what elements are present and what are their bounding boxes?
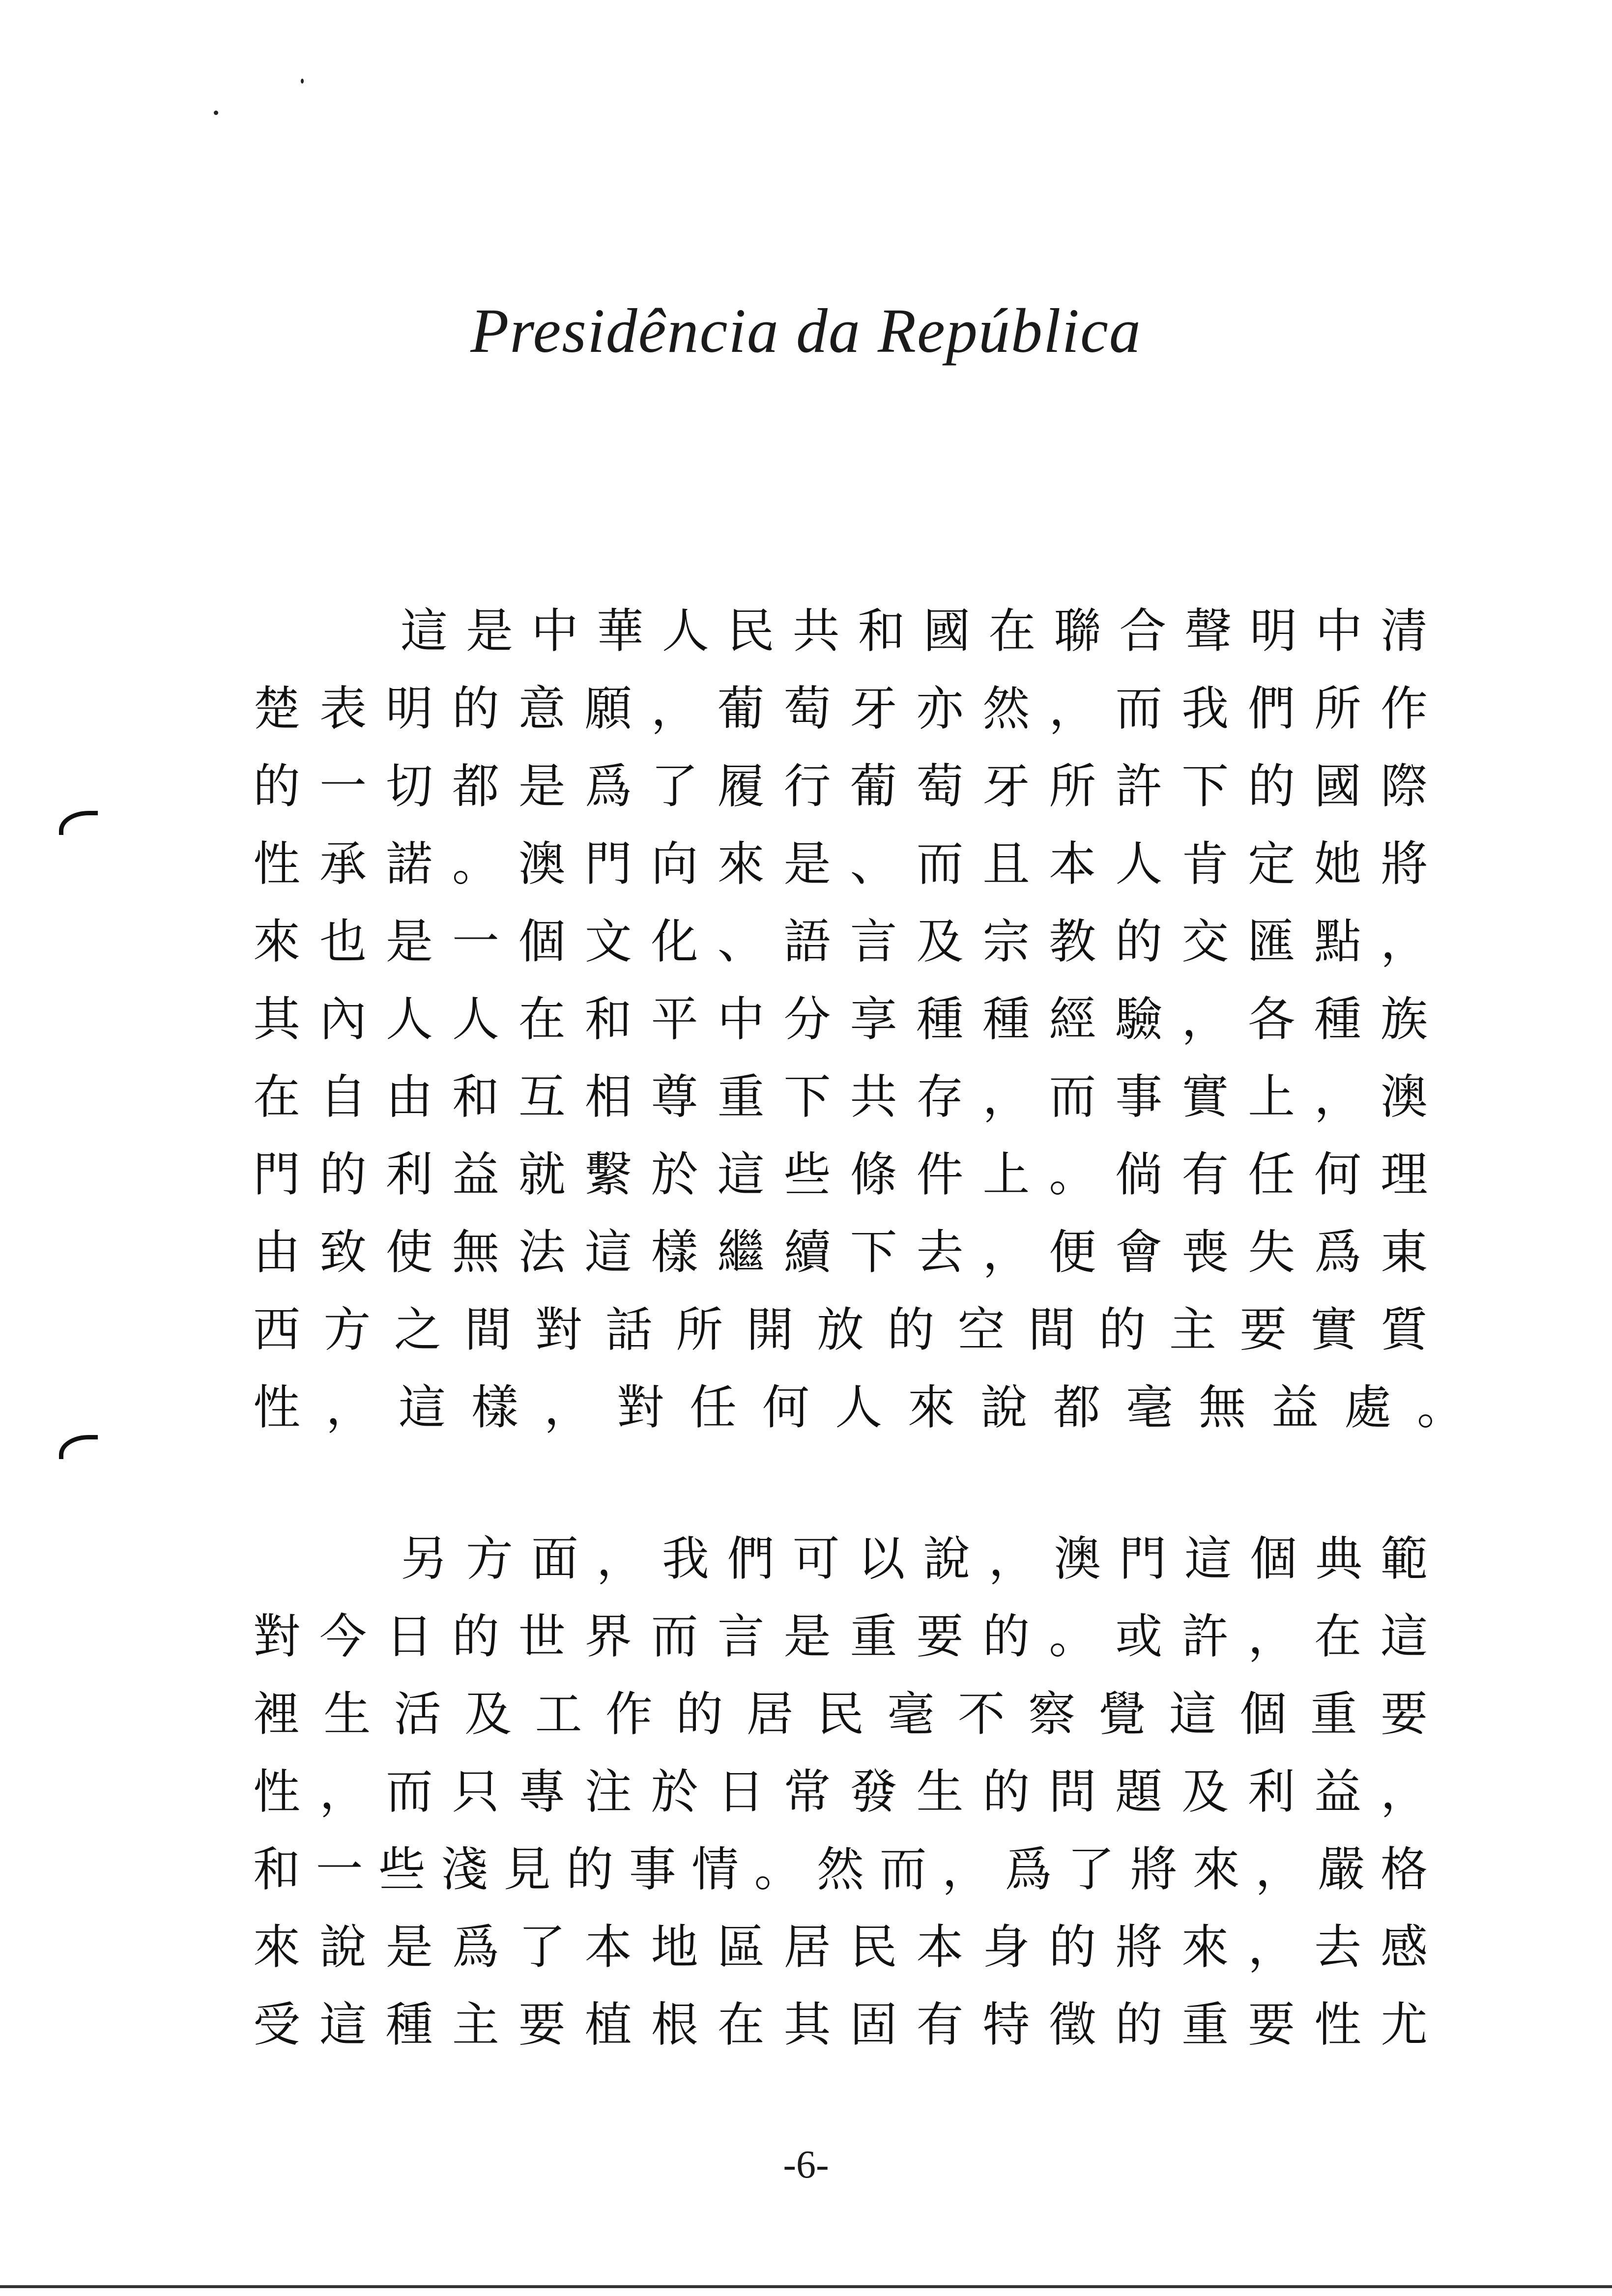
text-line: 另方面，我們可以說，澳門這個典範	[401, 1531, 1428, 1586]
text-line: 來也是一個文化、語言及宗教的交匯點，	[253, 914, 1428, 969]
text-line: 來說是爲了本地區居民本身的將來，去感	[253, 1920, 1428, 1975]
scan-bottom-edge	[0, 2285, 1612, 2288]
text-line: 性，而只專注於日常發生的問題及利益，	[253, 1764, 1428, 1819]
text-line: 裡生活及工作的居民毫不察覺這個重要	[253, 1687, 1428, 1742]
text-line: 的一切都是爲了履行葡萄牙所許下的國際	[253, 759, 1428, 814]
paragraph-1	[253, 592, 1490, 1446]
document-body	[253, 592, 1490, 2064]
text-line: 西方之間對話所開放的空間的主要實質	[253, 1302, 1428, 1357]
page-number: -6-	[783, 2143, 829, 2186]
paragraph-2	[253, 1520, 1428, 2064]
text-line: 楚表明的意願，葡萄牙亦然，而我們所作	[253, 681, 1428, 736]
paragraph-spacer	[253, 1446, 1428, 1520]
text-line: 性，這樣，對任何人來說都毫無益處。	[253, 1380, 1490, 1435]
scan-speck	[214, 111, 218, 115]
text-line: 由致使無法這樣繼續下去，便會喪失爲東	[253, 1225, 1428, 1280]
text-line: 這是中華人民共和國在聯合聲明中清	[401, 603, 1428, 659]
text-line: 和一些淺見的事情。然而，爲了將來，嚴格	[253, 1842, 1428, 1897]
margin-punch-mark	[59, 1435, 98, 1459]
letterhead-title: Presidência da República	[470, 296, 1142, 366]
margin-punch-mark	[59, 811, 98, 835]
text-line: 性承諾。澳門向來是、而且本人肯定她將	[253, 836, 1428, 891]
scan-speck	[301, 79, 304, 84]
text-line: 對今日的世界而言是重要的。或許，在這	[253, 1609, 1428, 1664]
text-line: 在自由和互相尊重下共存，而事實上，澳	[253, 1069, 1428, 1124]
text-line: 門的利益就繫於這些條件上。倘有任何理	[253, 1147, 1428, 1202]
text-line: 其內人人在和平中分享種種經驗，各種族	[253, 992, 1428, 1047]
text-line: 受這種主要植根在其固有特徵的重要性尤	[253, 1997, 1428, 2052]
